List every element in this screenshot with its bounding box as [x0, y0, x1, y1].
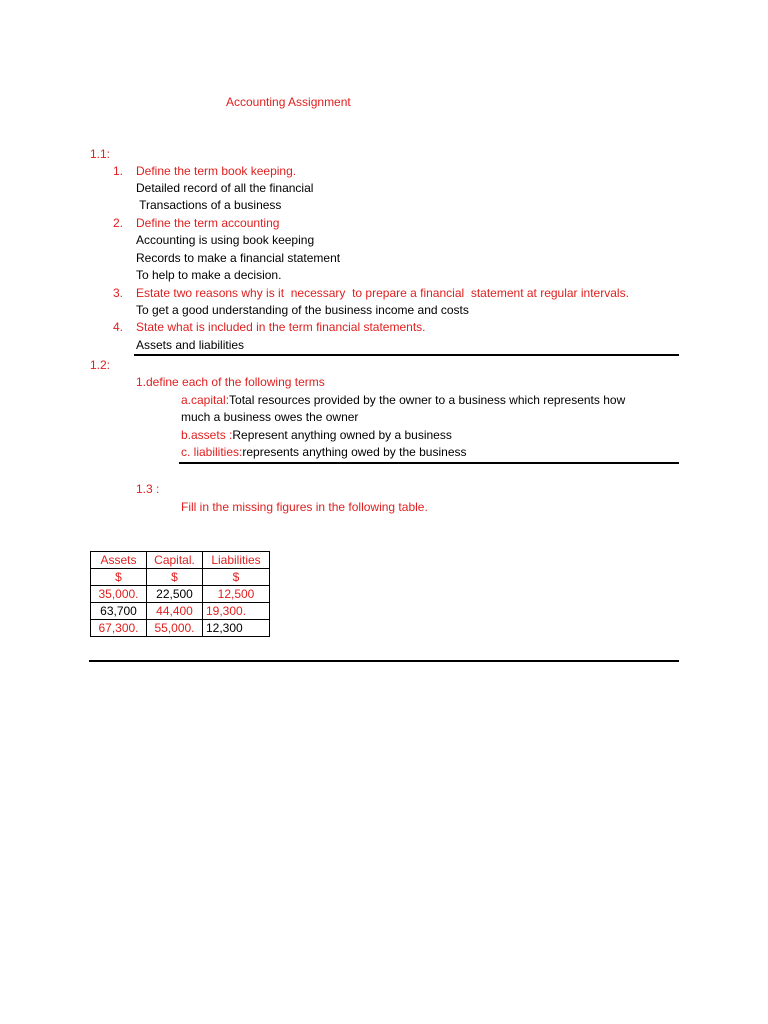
table-cell: 35,000.: [91, 586, 147, 603]
section-1-2-label: 1.2:: [90, 358, 111, 372]
answer-2-line-1: Accounting is using book keeping: [136, 233, 315, 247]
unit-capital: $: [147, 569, 203, 586]
question-4-text: State what is included in the term financial statements.: [136, 320, 426, 334]
definition-capital-text: Total resources provided by the owner to a business which represents how: [229, 393, 626, 407]
unit-assets: $: [91, 569, 147, 586]
section-1-2-heading: 1.define each of the following terms: [136, 375, 325, 389]
question-3-text: Estate two reasons why is it necessary to prepare a financial statement at regular intervals.: [136, 286, 629, 300]
table-cell: 12,500: [203, 586, 270, 603]
definition-assets-text: Represent anything owned by a business: [232, 428, 452, 442]
table-cell: 55,000.: [147, 620, 203, 637]
table-header-row: [91, 552, 270, 569]
definition-capital-text-line-2: much a business owes the owner: [181, 410, 359, 424]
answer-2-line-2: Records to make a financial statement: [136, 251, 341, 265]
term-capital: a.capital:: [181, 393, 230, 407]
header-assets: Assets: [91, 552, 147, 569]
table-cell: 19,300.: [203, 603, 270, 620]
missing-figures-table: [90, 551, 270, 637]
table-cell: 67,300.: [91, 620, 147, 637]
section-1-3-divider: [89, 660, 679, 662]
table-row: [91, 620, 270, 637]
section-1-2-divider: [179, 462, 679, 464]
answer-1-line-1: Detailed record of all the financial: [136, 181, 314, 195]
term-liabilities: c. liabilities:: [181, 445, 243, 459]
section-1-3-label: 1.3 :: [136, 482, 160, 496]
question-4-number: 4.: [113, 320, 124, 334]
table-cell: 63,700: [91, 603, 147, 620]
answer-4-line-1: Assets and liabilities: [136, 338, 245, 352]
section-1-1-label: 1.1:: [90, 147, 111, 161]
header-liabilities: Liabilities: [203, 552, 270, 569]
answer-2-line-3: To help to make a decision.: [136, 268, 282, 282]
section-1-1-divider: [134, 354, 679, 356]
table-row: [91, 603, 270, 620]
question-2-number: 2.: [113, 216, 124, 230]
definition-capital: [181, 392, 625, 409]
definition-liabilities-text: represents anything owed by the business: [242, 445, 467, 459]
question-1-text: Define the term book keeping.: [136, 164, 297, 178]
definition-liabilities: [181, 444, 467, 461]
table-row: [91, 586, 270, 603]
header-capital: Capital.: [147, 552, 203, 569]
table-cell: 12,300: [203, 620, 270, 637]
question-2-text: Define the term accounting: [136, 216, 280, 230]
section-1-3-instruction: Fill in the missing figures in the following table.: [181, 500, 428, 514]
document-title: Accounting Assignment: [226, 95, 351, 109]
question-1-number: 1.: [113, 164, 124, 178]
definition-assets: [181, 427, 452, 444]
answer-1-line-2: Transactions of a business: [136, 198, 282, 212]
answer-3-line-1: To get a good understanding of the business income and costs: [136, 303, 469, 317]
table-cell: 44,400: [147, 603, 203, 620]
question-3-number: 3.: [113, 286, 124, 300]
table-cell: 22,500: [147, 586, 203, 603]
term-assets: b.assets :: [181, 428, 233, 442]
unit-liabilities: $: [203, 569, 270, 586]
table-units-row: [91, 569, 270, 586]
